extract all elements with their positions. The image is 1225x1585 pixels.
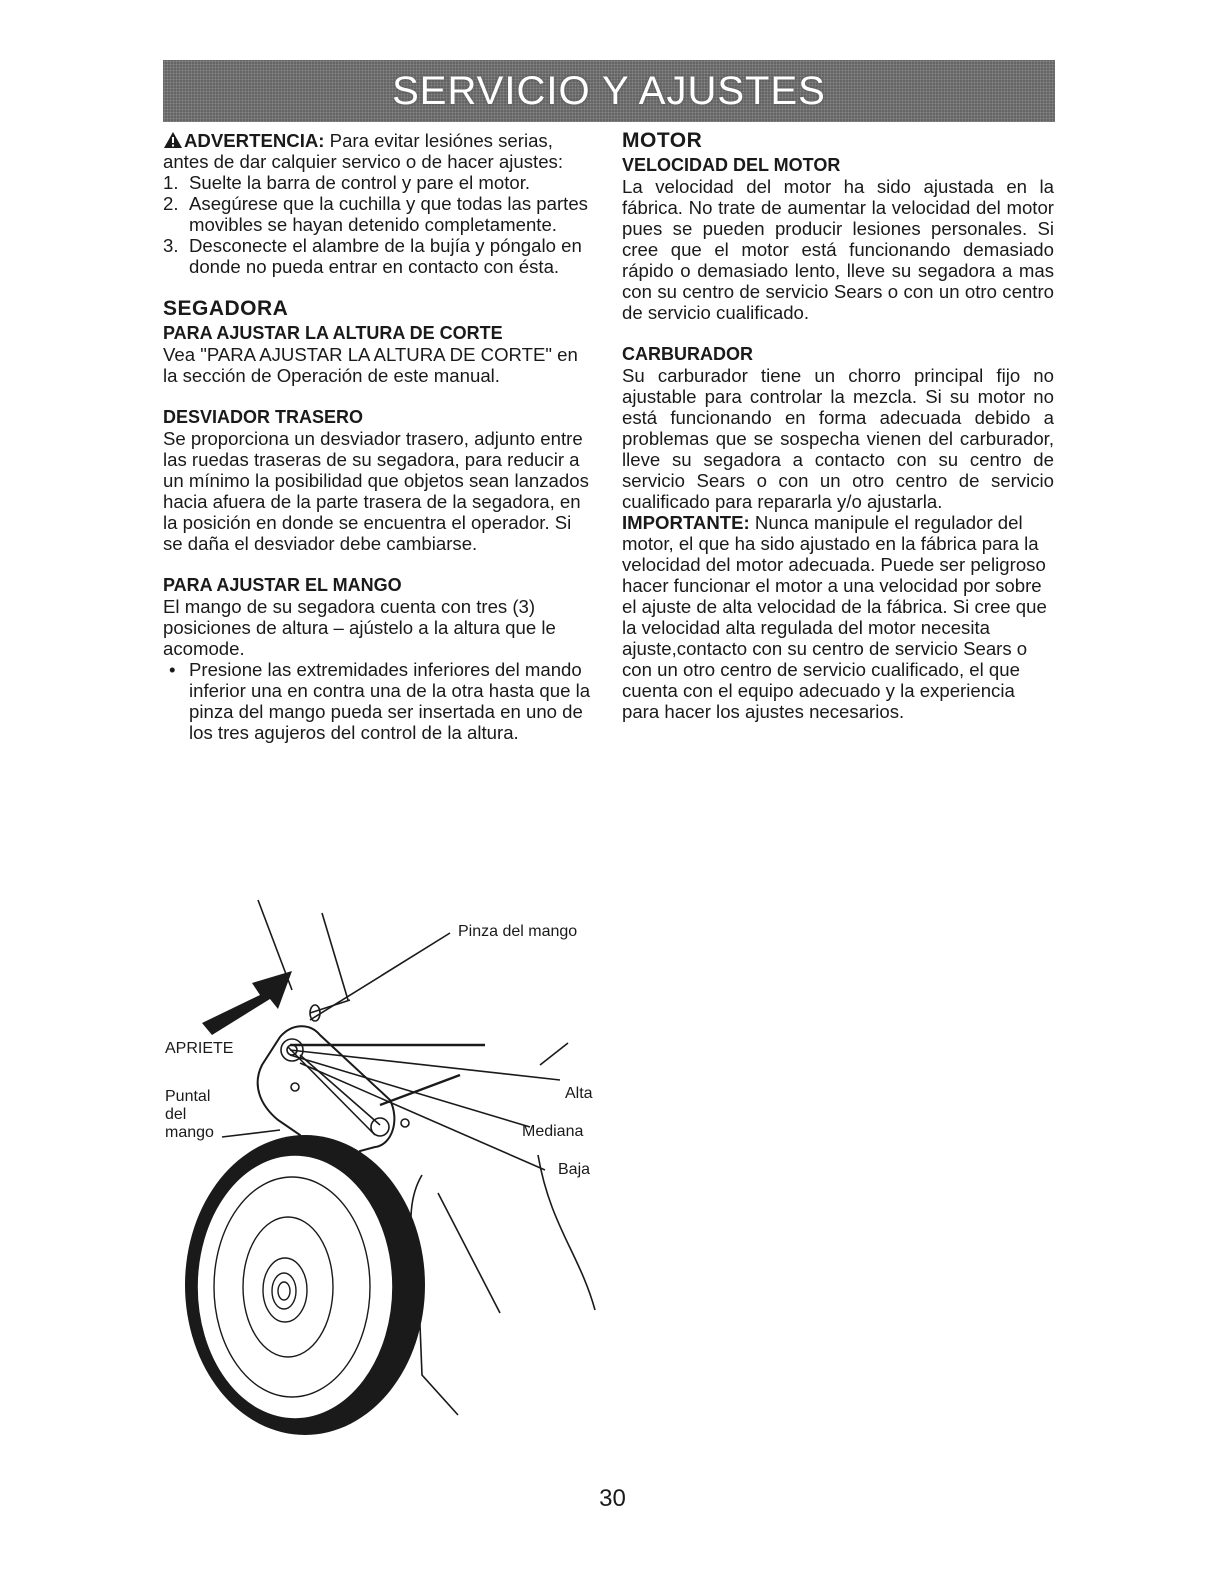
right-column xyxy=(622,130,1054,722)
warning-text: Para evitar lesiónes serias, antes de dar calquier servico o de hacer ajustes: xyxy=(163,130,563,172)
label-mediana: Mediana xyxy=(522,1123,584,1140)
handle-title: PARA AJUSTAR EL MANGO xyxy=(163,575,402,595)
header-banner xyxy=(163,60,1055,122)
carburetor-text: Su carburador tiene un chorro principal fijo no ajustable para controlar la mezcla. Si su motor no está funcionando en forma adecuada debido a problemas que se sospecha vienen del carburador, lleve su segadora a contacto con su centro de servicio Sears o con un otro centro de servicio cualificado para repararla y/o ajustarla. xyxy=(622,365,1054,512)
handle-adjustment-figure xyxy=(160,895,610,1440)
important-text: Nunca manipule el regulador del motor, el que ha sido ajustado en la fábrica para la velocidad del motor adecuada. Puede ser peligroso hacer funcionar el motor a una velocidad por sobre el ajuste de alta velocidad de la fábrica. Si cree que la velocidad alta regulada del motor necesita ajuste,contacto con su centro de servicio Sears o con un otro centro de servicio cualificado, el que cuenta con el equipo adecuado y la experiencia para hacer los ajustes necesarios. xyxy=(622,512,1047,722)
section-title-motor: MOTOR xyxy=(622,129,703,152)
label-alta: Alta xyxy=(565,1085,593,1102)
label-pinza-del-mango: Pinza del mango xyxy=(458,923,578,940)
carburetor-title: CARBURADOR xyxy=(622,344,753,364)
bullet-text: Presione las extremidades inferiores del mando inferior una en contra una de la otra hasta que la pinza del mango pueda ser insertada en uno de los tres agujeros del control de la altura. xyxy=(189,659,591,743)
list-item xyxy=(163,235,595,277)
left-column xyxy=(163,130,595,743)
list-item xyxy=(163,659,595,743)
page-number: 30 xyxy=(599,1485,626,1512)
deflector-text: Se proporciona un desviador trasero, adjunto entre las ruedas traseras de su segadora, para reducir a un mínimo la posibilidad que objetos sean lanzados hacia afuera de la parte trasera de la segadora, en la posición en donde se encuentra el operador. Si se daña el desviador debe cambiarse. xyxy=(163,428,589,554)
step-text: Suelte la barra de control y pare el motor. xyxy=(189,172,531,193)
step-text: Desconecte el alambre de la bujía y póngalo en donde no pueda entrar en contacto con ésta. xyxy=(189,235,582,277)
handle-adjustment-illustration xyxy=(160,895,610,1440)
important-label: IMPORTANTE: xyxy=(622,512,750,533)
handle-text: El mango de su segadora cuenta con tres (3) posiciones de altura – ajústelo a la altura que le acomode. xyxy=(163,596,556,659)
engine-speed-title: VELOCIDAD DEL MOTOR xyxy=(622,155,841,175)
cut-height-text: Vea "PARA AJUSTAR LA ALTURA DE CORTE" en la sección de Operación de este manual. xyxy=(163,344,578,386)
step-number: 3. xyxy=(163,235,179,256)
list-item xyxy=(163,193,595,235)
important-paragraph xyxy=(622,512,1054,722)
handle-bullets xyxy=(163,659,595,743)
page-title: SERVICIO Y AJUSTES xyxy=(392,68,826,113)
list-item xyxy=(163,172,595,193)
step-text: Asegúrese que la cuchilla y que todas las partes movibles se hayan detenido completamente. xyxy=(189,193,588,235)
warning-label: ADVERTENCIA: xyxy=(184,130,325,151)
safety-steps xyxy=(163,172,595,277)
step-number: 1. xyxy=(163,172,179,193)
section-title-segadora: SEGADORA xyxy=(163,297,289,320)
label-apriete: APRIETE xyxy=(165,1040,234,1057)
deflector-title: DESVIADOR TRASERO xyxy=(163,407,364,427)
bullet-icon: • xyxy=(169,659,176,680)
label-baja: Baja xyxy=(558,1161,591,1178)
engine-speed-text: La velocidad del motor ha sido ajustada en la fábrica. No trate de aumentar la velocidad del motor pues se pueden producir lesiones personales. Si cree que el motor está funcionando demasiado rápido o demasiado lento, lleve su segadora a mas con su centro de servicio Sears o con un otro centro de servicio cualificado. xyxy=(622,176,1054,323)
cut-height-title: PARA AJUSTAR LA ALTURA DE CORTE xyxy=(163,323,503,343)
label-puntal-del-mango: Puntal del mango xyxy=(165,1088,214,1141)
step-number: 2. xyxy=(163,193,179,214)
warning-paragraph xyxy=(163,130,595,172)
warning-icon xyxy=(163,131,183,149)
